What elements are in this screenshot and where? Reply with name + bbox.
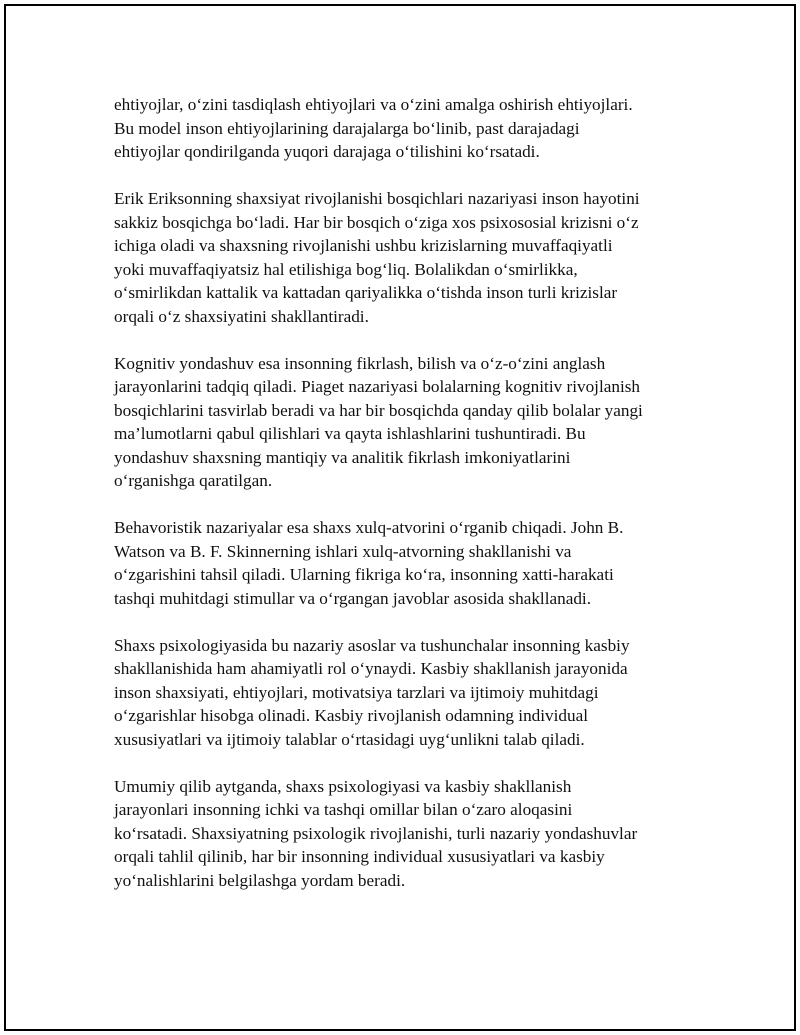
text-line: inson shaxsiyati, ehtiyojlari, motivatsiya tarzlari va ijtimoiy muhitdagi (114, 682, 599, 702)
text-line: ma’lumotlarni qabul qilishlari va qayta ishlashlarini tushuntiradi. Bu (114, 424, 586, 443)
text-line: orqali o‘z shaxsiyatini shakllantiradi. (114, 306, 369, 326)
text-line: yo‘nalishlarini belgilashga yordam beradi. (114, 870, 406, 890)
paragraph-conclusion (114, 775, 694, 893)
paragraph-professional-formation (114, 634, 694, 752)
text-line: o‘zgarishini tahsil qiladi. Ularning fikriga ko‘ra, insonning xatti-harakati (114, 565, 614, 584)
paragraph-erikson (114, 187, 694, 328)
text-line: yoki muvaffaqiyatsiz hal etilishiga bog‘liq. Bolalikdan o‘smirlikka, (114, 259, 578, 279)
text-line: Behavoristik nazariyalar esa shaxs xulq-atvorini o‘rganib chiqadi. John B. (114, 518, 624, 537)
text-line: o‘rganishga qaratilgan. (114, 471, 273, 490)
paragraph-cognitive (114, 352, 694, 493)
text-line: ichiga oladi va shaxsning rivojlanishi ushbu krizislarning muvaffaqiyatli (114, 236, 613, 255)
text-line: jarayonlari insonning ichki va tashqi omillar bilan o‘zaro aloqasini (114, 800, 573, 819)
text-line: Bu model inson ehtiyojlarining darajalarga bo‘linib, past darajadagi (114, 118, 580, 138)
text-line: o‘smirlikdan kattalik va kattadan qariyalikka o‘tishda inson turli krizislar (114, 283, 618, 302)
text-line: ehtiyojlar, o‘zini tasdiqlash ehtiyojlari va o‘zini amalga oshirish ehtiyojlari. (114, 95, 633, 114)
text-line: yondashuv shaxsning mantiqiy va analitik fikrlash imkoniyatlarini (114, 447, 571, 467)
text-line: sakkiz bosqichga bo‘ladi. Har bir bosqich o‘ziga xos psixososial krizisni o‘z (114, 212, 639, 232)
text-line: tashqi muhitdagi stimullar va o‘rgangan javoblar asosida shakllanadi. (114, 588, 592, 608)
text-line: Shaxs psixologiyasida bu nazariy asoslar va tushunchalar insonning kasbiy (114, 635, 630, 655)
text-line: ehtiyojlar qondirilganda yuqori darajaga o‘tilishini ko‘rsatadi. (114, 142, 540, 161)
text-line: bosqichlarini tasvirlab beradi va har bir bosqichda qanday qilib bolalar yangi (114, 400, 643, 420)
text-line: shakllanishida ham ahamiyatli rol o‘ynaydi. Kasbiy shakllanish jarayonida (114, 659, 628, 678)
text-line: jarayonlarini tadqiq qiladi. Piaget nazariyasi bolalarning kognitiv rivojlanish (114, 377, 640, 396)
paragraph-maslow-needs (114, 93, 694, 164)
text-line: xususiyatlari va ijtimoiy talablar o‘rtasidagi uyg‘unlikni talab qiladi. (114, 729, 585, 749)
text-line: o‘zgarishlar hisobga olinadi. Kasbiy rivojlanish odamning individual (114, 706, 589, 725)
text-line: Umumiy qilib aytganda, shaxs psixologiyasi va kasbiy shakllanish (114, 776, 572, 796)
text-line: Watson va B. F. Skinnerning ishlari xulq-atvorning shakllanishi va (114, 541, 572, 561)
text-line: ko‘rsatadi. Shaxsiyatning psixologik rivojlanishi, turli nazariy yondashuvlar (114, 823, 638, 843)
text-line: orqali tahlil qilinib, har bir insonning individual xususiyatlari va kasbiy (114, 847, 605, 866)
text-line: Kognitiv yondashuv esa insonning fikrlash, bilish va o‘z-o‘zini anglash (114, 353, 606, 373)
document-body (114, 93, 694, 892)
paragraph-behaviorist (114, 516, 694, 610)
text-line: Erik Eriksonning shaxsiyat rivojlanishi bosqichlari nazariyasi inson hayotini (114, 189, 640, 208)
